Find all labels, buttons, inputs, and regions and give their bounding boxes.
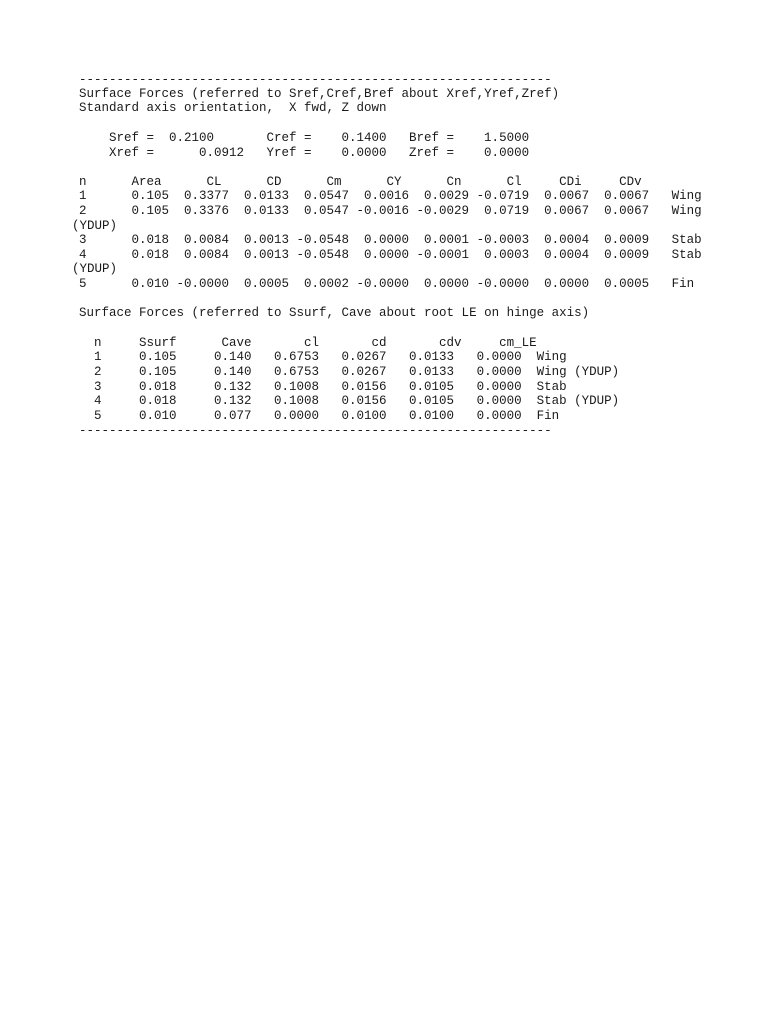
table-2-header: n Ssurf Cave cl cd cdv cm_LE: [79, 336, 537, 350]
section-1-title: Surface Forces (referred to Sref,Cref,Bref about Xref,Yref,Zref): [79, 87, 560, 101]
table-1-row: 1 0.105 0.3377 0.0133 0.0547 0.0016 0.0029 -0.0719 0.0067 0.0067 Wing: [79, 189, 702, 203]
table-2-row: 2 0.105 0.140 0.6753 0.0267 0.0133 0.0000 Wing (YDUP): [79, 365, 620, 379]
table-2-row: 4 0.018 0.132 0.1008 0.0156 0.0105 0.0000 Stab (YDUP): [79, 394, 620, 408]
table-1-row: 3 0.018 0.0084 0.0013 -0.0548 0.0000 0.0001 -0.0003 0.0004 0.0009 Stab: [79, 233, 702, 247]
table-2-row: 1 0.105 0.140 0.6753 0.0267 0.0133 0.0000 Wing: [79, 350, 567, 364]
top-rule: ---------------------------------------------------------------: [79, 73, 552, 87]
table-1-row: 4 0.018 0.0084 0.0013 -0.0548 0.0000 -0.0001 0.0003 0.0004 0.0009 Stab: [79, 248, 702, 262]
reference-values-row-2: Xref = 0.0912 Yref = 0.0000 Zref = 0.0000: [109, 146, 530, 160]
section-2-title: Surface Forces (referred to Ssurf, Cave about root LE on hinge axis): [79, 306, 590, 320]
table-1-row-wrap: (YDUP): [72, 262, 118, 276]
reference-values-row-1: Sref = 0.2100 Cref = 0.1400 Bref = 1.5000: [109, 131, 530, 145]
axis-orientation-note: Standard axis orientation, X fwd, Z down: [79, 101, 387, 115]
table-2-row: 3 0.018 0.132 0.1008 0.0156 0.0105 0.0000 Stab: [79, 380, 567, 394]
table-1-row: 5 0.010 -0.0000 0.0005 0.0002 -0.0000 0.0000 -0.0000 0.0000 0.0005 Fin: [79, 277, 695, 291]
table-1-row-wrap: (YDUP): [72, 219, 118, 233]
table-1-row: 2 0.105 0.3376 0.0133 0.0547 -0.0016 -0.0029 0.0719 0.0067 0.0067 Wing: [79, 204, 702, 218]
table-2-row: 5 0.010 0.077 0.0000 0.0100 0.0100 0.0000 Fin: [79, 409, 560, 423]
bottom-rule: ---------------------------------------------------------------: [79, 424, 552, 438]
table-1-header: n Area CL CD Cm CY Cn Cl CDi CDv: [79, 175, 642, 189]
